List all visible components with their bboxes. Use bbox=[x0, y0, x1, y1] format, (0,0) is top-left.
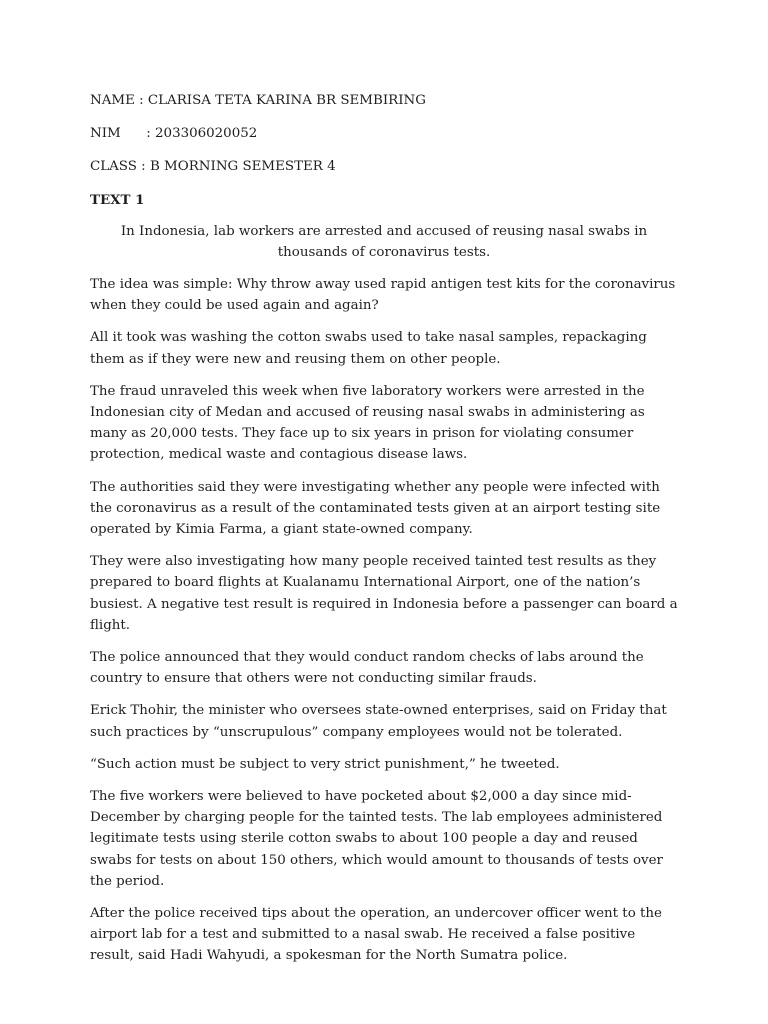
student-name: NAME : CLARISA TETA KARINA BR SEMBIRING bbox=[90, 93, 426, 108]
article-headline: In Indonesia, lab workers are arrested and accused of reusing nasal swabs in thousands of coronavirus tests. bbox=[120, 224, 648, 260]
student-nim: NIM : 203306020052 bbox=[90, 126, 258, 141]
paragraph-9: The five workers were believed to have pocketed about $2,000 a day since mid-December by charging people for the tainted tests. The lab employees administered legitimate tests using sterile cotton swabs to about 100 people a day and reused swabs for tests on about 150 others, which would amount to thousands of tests over the period. bbox=[90, 789, 663, 889]
paragraph-8: “Such action must be subject to very strict punishment,” he tweeted. bbox=[90, 756, 560, 772]
paragraph-2: All it took was washing the cotton swabs used to take nasal samples, repackaging them as if they were new and reusing them on other people. bbox=[90, 330, 647, 367]
student-class: CLASS : B MORNING SEMESTER 4 bbox=[90, 159, 336, 174]
paragraph-4: The authorities said they were investigating whether any people were infected with the coronavirus as a result of the contaminated tests given at an airport testing site operated by Kimia Farma, a giant state-owned company. bbox=[90, 479, 661, 538]
section-title: TEXT 1 bbox=[90, 192, 145, 208]
paragraph-10: After the police received tips about the operation, an undercover officer went to the airport lab for a test and submitted to a nasal swab. He received a false positive result, said Hadi Wahyudi, a spokesman for the North Sumatra police. bbox=[90, 906, 662, 964]
paragraph-1: The idea was simple: Why throw away used rapid antigen test kits for the coronavirus when they could be used again and again? bbox=[90, 277, 676, 314]
paragraph-6: The police announced that they would conduct random checks of labs around the country to ensure that others were not conducting similar frauds. bbox=[90, 650, 644, 687]
paragraph-3: The fraud unraveled this week when five laboratory workers were arrested in the Indonesian city of Medan and accused of reusing nasal swabs in administering as many as 20,000 tests. They face up to six years in prison for violating consumer protection, medical waste and contagious disease laws. bbox=[90, 383, 645, 463]
paragraph-5: They were also investigating how many people received tainted test results as they prepared to board flights at Kualanamu International Airport, one of the nation’s busiest. A negative test result is required in Indonesia before a passenger can board a flight. bbox=[90, 554, 678, 633]
paragraph-7: Erick Thohir, the minister who oversees state-owned enterprises, said on Friday that such practices by “unscrupulous” company employees would not be tolerated. bbox=[90, 703, 667, 740]
